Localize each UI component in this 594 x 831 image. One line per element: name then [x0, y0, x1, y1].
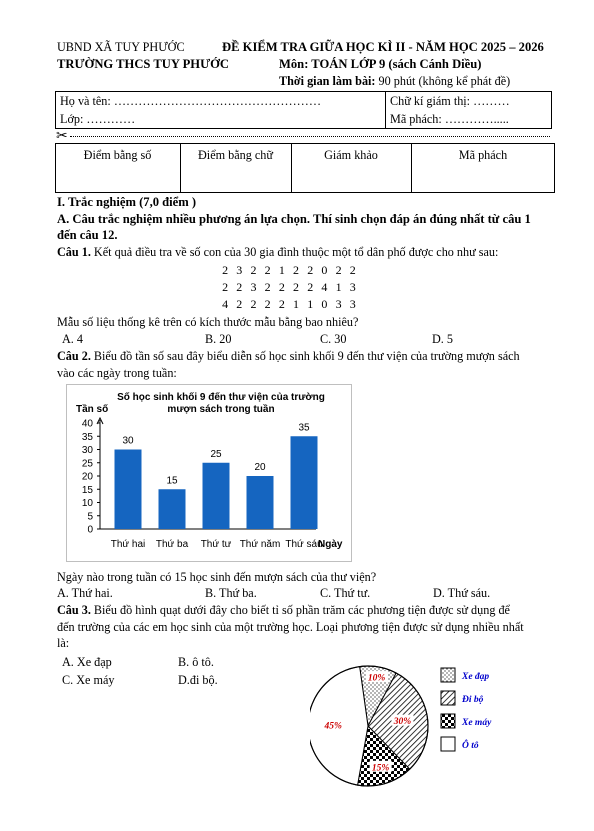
- part-a-instructions-line2: đến câu 12.: [57, 228, 118, 242]
- student-class-field[interactable]: Lớp: …………: [60, 112, 136, 126]
- bar-value-label: 20: [254, 462, 266, 473]
- chart-title-line1: Số học sinh khối 9 đến thư viện của trường: [117, 392, 325, 403]
- data-cell: 1: [278, 263, 285, 277]
- q2-option-d[interactable]: D. Thứ sáu.: [433, 586, 491, 600]
- data-cell: 2: [222, 280, 229, 294]
- question-2-text-line2: vào các ngày trong tuần:: [57, 366, 177, 380]
- q2-option-c[interactable]: C. Thứ tư.: [320, 586, 371, 600]
- exam-time-value: 90 phút (không kể phát đề): [375, 74, 511, 88]
- cut-line: [70, 136, 550, 137]
- bar-value-label: 35: [298, 422, 310, 434]
- data-cell: 2: [264, 263, 271, 277]
- data-cell: 1: [293, 297, 300, 311]
- legend-swatch: [441, 737, 455, 751]
- q3-option-c[interactable]: C. Xe máy: [62, 673, 115, 687]
- data-cell: 2: [349, 263, 356, 277]
- y-tick-label: 40: [81, 418, 93, 430]
- y-axis-label: Tần số: [76, 404, 109, 415]
- part-a-instructions-line1: A. Câu trắc nghiệm nhiều phương án lựa chọn. Thí sinh chọn đáp án đúng nhất từ câu 1: [57, 212, 531, 226]
- q3-option-b[interactable]: B. ô tô.: [178, 655, 214, 669]
- y-tick-label: 15: [81, 484, 93, 496]
- data-cell: 4: [321, 280, 328, 294]
- y-tick-label: 30: [81, 445, 93, 456]
- pie-slice-label: 15%: [371, 763, 390, 774]
- chart-title-line2: mượn sách trong tuần: [167, 404, 275, 415]
- student-name-field[interactable]: Họ và tên: ……………………………………………: [60, 94, 322, 108]
- score-number-header: Điểm bằng số: [83, 148, 152, 162]
- data-cell: 3: [349, 297, 356, 311]
- data-cell: 2: [222, 263, 229, 277]
- exam-subject: Môn: TOÁN LỚP 9 (sách Cánh Diều): [279, 57, 482, 71]
- data-cell: 2: [307, 280, 314, 294]
- data-cell: 2: [250, 263, 257, 277]
- score-words-header: Điểm bằng chữ: [198, 148, 273, 162]
- bar: [115, 450, 142, 530]
- data-row-1: [218, 263, 360, 278]
- student-info-divider: [385, 91, 386, 129]
- y-tick-label: 0: [87, 524, 93, 536]
- pie-chart: [310, 660, 510, 795]
- data-cell: 1: [307, 297, 314, 311]
- q3-option-a[interactable]: A. Xe đạp: [62, 655, 112, 669]
- legend-label: Ô tô: [462, 741, 479, 751]
- x-tick-label: Thứ tư: [200, 539, 232, 550]
- bar-value-label: 25: [210, 448, 222, 460]
- x-tick-label: Thứ ba: [155, 539, 189, 550]
- q1-option-d[interactable]: D. 5: [432, 332, 453, 346]
- data-cell: 4: [222, 297, 229, 311]
- pie-slice-label: 30%: [393, 717, 412, 728]
- data-cell: 2: [236, 280, 243, 294]
- school-name: TRƯỜNG THCS TUY PHƯỚC: [57, 57, 230, 71]
- question-2-label: Câu 2.: [57, 349, 91, 363]
- q1-option-b[interactable]: B. 20: [205, 332, 232, 346]
- data-row-2: [218, 280, 360, 295]
- y-tick-label: 25: [81, 458, 93, 470]
- data-cell: 3: [349, 280, 356, 294]
- exam-time: [279, 74, 510, 89]
- x-tick-label: Thứ năm: [239, 539, 281, 550]
- exam-title: ĐỀ KIỂM TRA GIỮA HỌC KÌ II - NĂM HỌC 2025 – 2026: [222, 40, 544, 54]
- data-cell: 2: [293, 263, 300, 277]
- data-cell: 2: [250, 297, 257, 311]
- data-cell: 1: [335, 280, 342, 294]
- legend-swatch: [441, 714, 455, 728]
- data-cell: 2: [264, 280, 271, 294]
- data-cell: 3: [236, 263, 243, 277]
- q2-option-a[interactable]: A. Thứ hai.: [57, 586, 113, 600]
- y-tick-label: 5: [87, 511, 93, 523]
- bar: [159, 489, 186, 529]
- q1-option-a[interactable]: A. 4: [62, 332, 83, 346]
- legend-label: Đi bộ: [462, 695, 484, 705]
- bar: [203, 463, 230, 529]
- pie-slice-label: 45%: [324, 721, 342, 732]
- bar: [247, 476, 274, 529]
- data-cell: 2: [335, 263, 342, 277]
- q3-option-d[interactable]: D.đi bộ.: [178, 673, 218, 687]
- data-cell: 2: [278, 280, 285, 294]
- question-2-text: [57, 349, 520, 364]
- data-cell: 0: [321, 297, 328, 311]
- bar: [291, 436, 318, 529]
- scissors-icon: ✂: [56, 128, 68, 144]
- examiner-header: Giám khảo: [324, 148, 378, 162]
- data-cell: 2: [278, 297, 285, 311]
- legend-swatch: [441, 691, 455, 705]
- proctor-signature-field[interactable]: Chữ kí giám thị: ………: [390, 94, 510, 108]
- exam-code-header: Mã phách: [458, 148, 508, 162]
- question-3-label: Câu 3.: [57, 603, 91, 617]
- data-cell: 2: [264, 297, 271, 311]
- question-3-text: [57, 603, 510, 618]
- y-tick-label: 20: [81, 471, 93, 483]
- data-cell: 2: [236, 297, 243, 311]
- question-2-prompt: Ngày nào trong tuần có 15 học sinh đến mượn sách của thư viện?: [57, 570, 377, 584]
- pie-slice-label: 10%: [367, 673, 386, 684]
- legend-swatch: [441, 668, 455, 682]
- y-tick-label: 10: [81, 498, 93, 509]
- data-cell: 2: [293, 280, 300, 294]
- data-cell: 2: [307, 263, 314, 277]
- x-tick-label: Thứ hai: [110, 539, 146, 550]
- q2-option-b[interactable]: B. Thứ ba.: [205, 586, 257, 600]
- question-1-body: Kết quả điều tra về số con của 30 gia đình thuộc một tổ dân phố được cho như sau:: [90, 245, 499, 259]
- data-row-3: [218, 297, 360, 312]
- bar-value-label: 15: [166, 475, 178, 487]
- q1-option-c[interactable]: C. 30: [320, 332, 347, 346]
- x-axis-label: Ngày: [318, 539, 343, 550]
- question-3-body: Biểu đồ hình quạt dưới đây cho biết tỉ số phần trăm các phương tiện được sử dụng để: [90, 603, 510, 617]
- x-tick-label: Thứ sáu: [285, 539, 323, 550]
- question-3-text-line3: là:: [57, 636, 70, 650]
- school-authority: UBND XÃ TUY PHƯỚC: [57, 40, 185, 54]
- exam-code-field[interactable]: Mã phách: ………….....: [390, 112, 509, 126]
- bar-chart: [66, 384, 352, 562]
- y-tick-label: 35: [81, 431, 93, 443]
- question-1-label: Câu 1.: [57, 245, 91, 259]
- section-title: I. Trắc nghiệm (7,0 điểm ): [57, 195, 197, 209]
- question-2-body: Biểu đồ tần số sau đây biểu diễn số học sinh khối 9 đến thư viện của trường mượn sách: [90, 349, 520, 363]
- question-1-prompt: Mẫu số liệu thống kê trên có kích thước mẫu bằng bao nhiêu?: [57, 315, 359, 329]
- data-cell: 3: [335, 297, 342, 311]
- question-1-text: [57, 245, 498, 260]
- data-cell: 3: [250, 280, 257, 294]
- legend-label: Xe đạp: [462, 672, 490, 682]
- question-3-text-line2: đến trường của các em học sinh của một trường học. Loại phương tiện được sử dụng nhiều nhất: [57, 620, 524, 634]
- bar-value-label: 30: [122, 435, 134, 447]
- data-cell: 0: [321, 263, 328, 277]
- exam-time-label: Thời gian làm bài:: [279, 74, 376, 88]
- legend-label: Xe máy: [462, 718, 492, 728]
